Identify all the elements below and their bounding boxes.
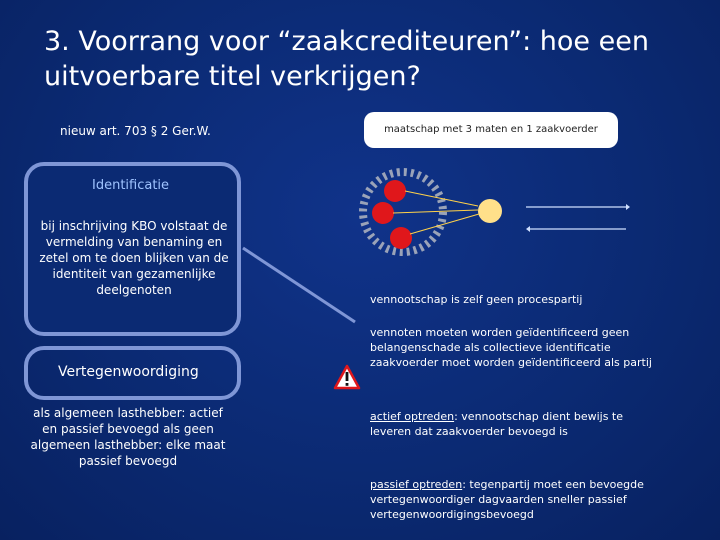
manager-dot bbox=[478, 199, 502, 223]
partners-note: vennoten moeten worden geïdentificeerd geen belangenschade als collectieve identificatie zaakvoerder moet worden geïdentificeerd als partij bbox=[370, 326, 652, 369]
link-line-3 bbox=[410, 214, 479, 234]
partner-dot-2 bbox=[372, 202, 394, 224]
partner-dot-1 bbox=[384, 180, 406, 202]
active-action-detail: : vennootschap dient bewijs te leveren dat zaakvoerder bevoegd is bbox=[370, 410, 624, 438]
passive-action-detail: : tegenpartij moet een bevoegde vertegenwoordiger dagvaarden sneller passief vertegenwoordigingsbevoegd bbox=[370, 478, 644, 521]
passive-action-label: passief optreden bbox=[370, 478, 463, 491]
passive-action-text bbox=[370, 477, 652, 522]
representation-heading: Vertegenwoordiging bbox=[58, 364, 199, 380]
not-party-text: vennootschap is zelf geen procespartij bbox=[370, 293, 583, 306]
partner-dot-3 bbox=[390, 227, 412, 249]
connector-line bbox=[243, 248, 355, 322]
arrow-right-head bbox=[626, 204, 630, 210]
warning-icon bbox=[335, 366, 359, 388]
link-line-1 bbox=[405, 191, 478, 206]
active-action-label: actief optreden bbox=[370, 410, 455, 423]
legal-reference: nieuw art. 703 § 2 Ger.W. bbox=[60, 124, 211, 138]
partnership-circle bbox=[363, 172, 443, 252]
page-title: 3. Voorrang voor “zaakcrediteuren”: hoe een uitvoerbare titel verkrijgen? bbox=[44, 26, 649, 92]
link-line-2 bbox=[393, 210, 478, 213]
partnership-box: maatschap met 3 maten en 1 zaakvoerder bbox=[364, 112, 618, 148]
arrow-left-head bbox=[526, 226, 530, 232]
identification-heading: Identificatie bbox=[92, 178, 170, 193]
active-action-text bbox=[370, 409, 652, 439]
identification-text: bij inschrijving KBO volstaat de vermelding van benaming en zetel om te doen blijken van de identiteit van gezamenlijke deelgenoten bbox=[39, 219, 229, 297]
representation-text: als algemeen lasthebber: actief en passief bevoegd als geen algemeen lasthebber: elke maat passief bevoegd bbox=[30, 406, 226, 468]
